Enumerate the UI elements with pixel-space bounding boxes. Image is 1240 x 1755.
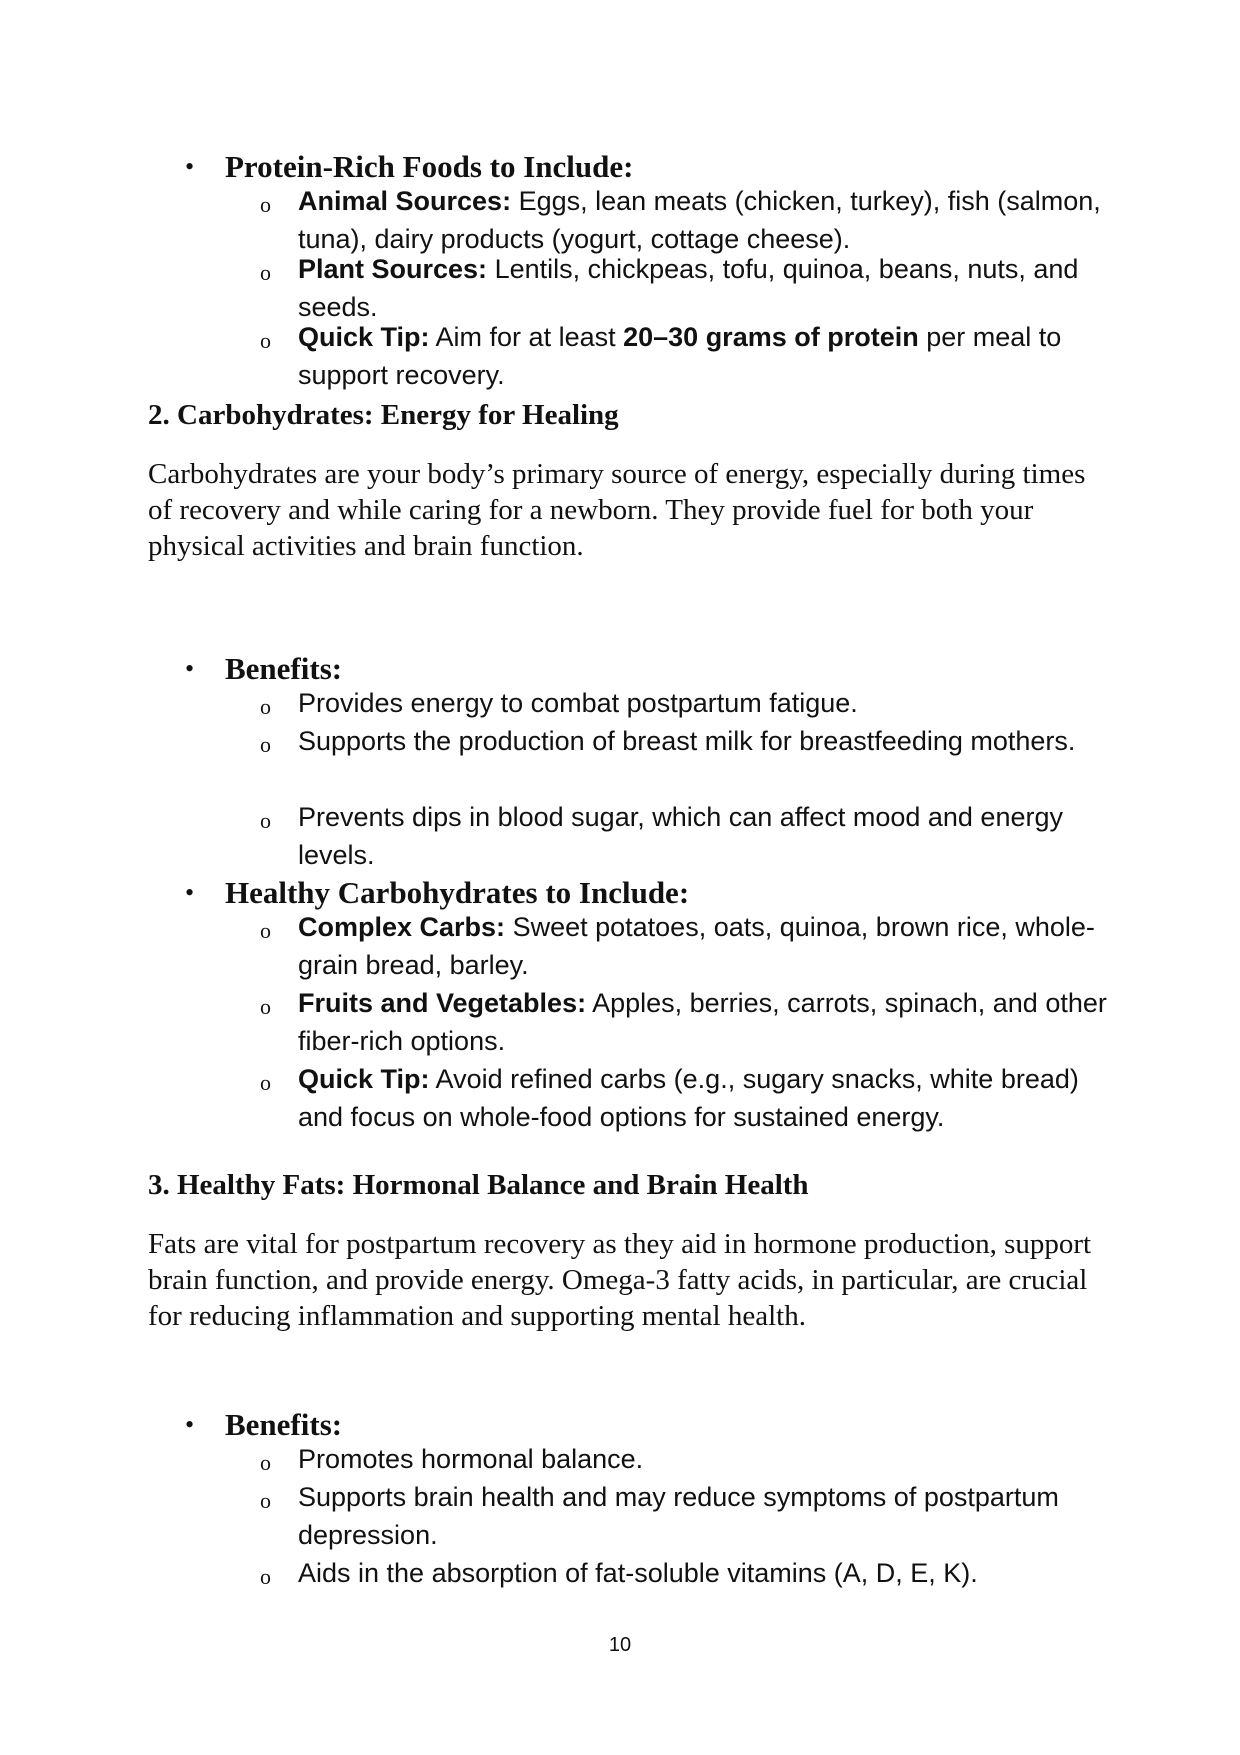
- item-text: per meal to support recovery.: [298, 322, 1062, 390]
- sub-bullet: o: [260, 1488, 271, 1513]
- bullet: •: [185, 1410, 195, 1439]
- sub-bullet: o: [260, 694, 271, 719]
- protein-foods-heading: Protein-Rich Foods to Include:: [225, 149, 634, 184]
- item-label: Animal Sources:: [298, 186, 512, 216]
- item-label: Quick Tip:: [298, 322, 430, 352]
- list-item: Supports brain health and may reduce symptoms of postpartum depression.: [298, 1482, 1059, 1550]
- list-item: [298, 1060, 1118, 1136]
- sub-bullet: o: [260, 1070, 271, 1095]
- sub-bullet: o: [260, 1450, 271, 1475]
- sub-bullet: o: [260, 1564, 271, 1589]
- bullet: •: [185, 878, 195, 907]
- sub-bullet: o: [260, 918, 271, 943]
- list-item: Provides energy to combat postpartum fatigue.: [298, 688, 858, 718]
- list-item: [298, 182, 1118, 258]
- section-heading: 2. Carbohydrates: Energy for Healing: [148, 399, 619, 431]
- sub-bullet: o: [260, 808, 271, 833]
- item-label: Quick Tip:: [298, 1064, 430, 1094]
- benefits-heading: Benefits:: [225, 651, 343, 686]
- sub-bullet: o: [260, 994, 271, 1019]
- page-number: 10: [608, 1634, 632, 1656]
- item-emphasis: 20–30 grams of protein: [623, 322, 919, 352]
- section-heading: 3. Healthy Fats: Hormonal Balance and Brain Health: [148, 1169, 809, 1201]
- list-item: [298, 318, 1118, 394]
- list-item: [298, 908, 1118, 984]
- item-text: Avoid refined carbs (e.g., sugary snacks, white bread) and focus on whole-food options for sustained energy.: [298, 1064, 1079, 1132]
- item-label: Complex Carbs:: [298, 912, 506, 942]
- item-label: Fruits and Vegetables:: [298, 988, 587, 1018]
- benefits-heading: Benefits:: [225, 1407, 343, 1442]
- section-paragraph: Fats are vital for postpartum recovery as they aid in hormone production, support brain function, and provide energy. Omega-3 fatty acids, in particular, are crucial for reducing inflammation and supporting mental health.: [148, 1228, 1092, 1332]
- item-text: Apples, berries, carrots, spinach, and other fiber-rich options.: [298, 988, 1107, 1056]
- list-item: [298, 984, 1118, 1060]
- bullet: •: [185, 152, 195, 181]
- list-item: Prevents dips in blood sugar, which can affect mood and energy levels.: [298, 802, 1063, 870]
- item-label: Plant Sources:: [298, 254, 488, 284]
- item-text: Eggs, lean meats (chicken, turkey), fish (salmon, tuna), dairy products (yogurt, cottage cheese).: [298, 186, 1101, 254]
- sub-bullet: o: [260, 732, 271, 757]
- bullet: •: [185, 654, 195, 683]
- sub-bullet: o: [260, 328, 271, 353]
- sub-bullet: o: [260, 260, 271, 285]
- list-item: Aids in the absorption of fat-soluble vitamins (A, D, E, K).: [298, 1558, 978, 1588]
- item-text: Sweet potatoes, oats, quinoa, brown rice, whole-grain bread, barley.: [298, 912, 1095, 980]
- include-heading: Healthy Carbohydrates to Include:: [225, 875, 690, 910]
- list-item: Promotes hormonal balance.: [298, 1444, 644, 1474]
- list-item: Supports the production of breast milk for breastfeeding mothers.: [298, 726, 1076, 756]
- item-text: Lentils, chickpeas, tofu, quinoa, beans, nuts, and seeds.: [298, 254, 1079, 322]
- section-paragraph: Carbohydrates are your body’s primary source of energy, especially during times of recovery and while caring for a newborn. They provide fuel for both your physical activities and brain function.: [148, 458, 1086, 562]
- item-text: Aim for at least: [429, 322, 624, 352]
- list-item: [298, 250, 1118, 326]
- sub-bullet: o: [260, 192, 271, 217]
